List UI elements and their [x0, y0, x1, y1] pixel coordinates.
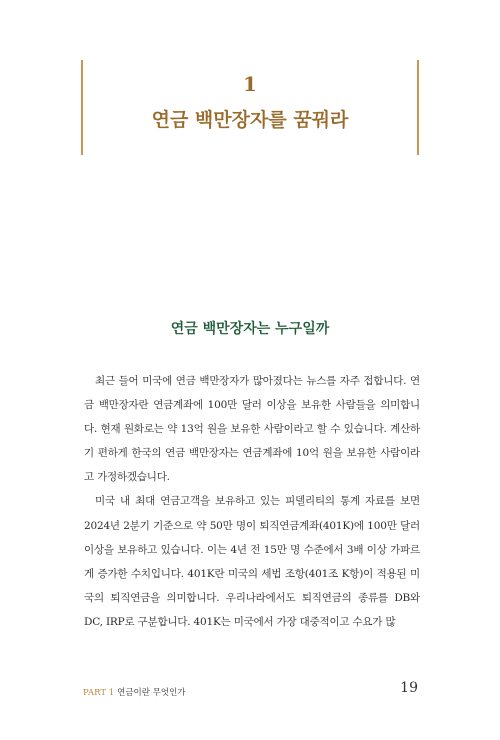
chapter-number: 1	[243, 72, 257, 96]
running-footer	[83, 686, 186, 698]
paragraph-2: 미국 내 최대 연금고객을 보유하고 있는 피델리티의 통계 자료를 보면 2024년 2분기 기준으로 약 50만 명이 퇴직연금계좌(401K)에 100만 달러 이상을 보유하고 있습니다. 이는 4년 전 15만 명 수준에서 3배 이상 가파르게 증가한 수치입니다. 401K란 미국의 세법 조항(401조 K항)이 적용된 미국의 퇴직연금을 의미합니다. 우리나라에서도 퇴직연금의 종류를 DB와 DC, IRP로 구분합니다. 401K는 미국에서 가장 대중적이고 수요가 많	[84, 495, 420, 628]
body-text	[84, 369, 420, 634]
chapter-title: 연금 백만장자를 꿈꿔라	[151, 109, 349, 131]
page-number: 19	[400, 680, 418, 696]
footer-part-label: PART 1	[83, 688, 115, 698]
paragraph-1: 최근 들어 미국에 연금 백만장자가 많아졌다는 뉴스를 자주 접합니다. 연금 백만장자란 연금계좌에 100만 달러 이상을 보유한 사람들을 의미합니다. 현재 원화로는 약 13억 원을 보유한 사람이라고 할 수 있습니다. 계산하기 편하게 한국의 연금 백만장자는 연금계좌에 10억 원을 보유한 사람이라고 가정하겠습니다.	[84, 375, 420, 484]
footer-part-title: 연금이란 무엇인가	[117, 688, 186, 698]
section-title: 연금 백만장자는 누구일까	[170, 321, 330, 337]
chapter-header	[81, 60, 419, 155]
